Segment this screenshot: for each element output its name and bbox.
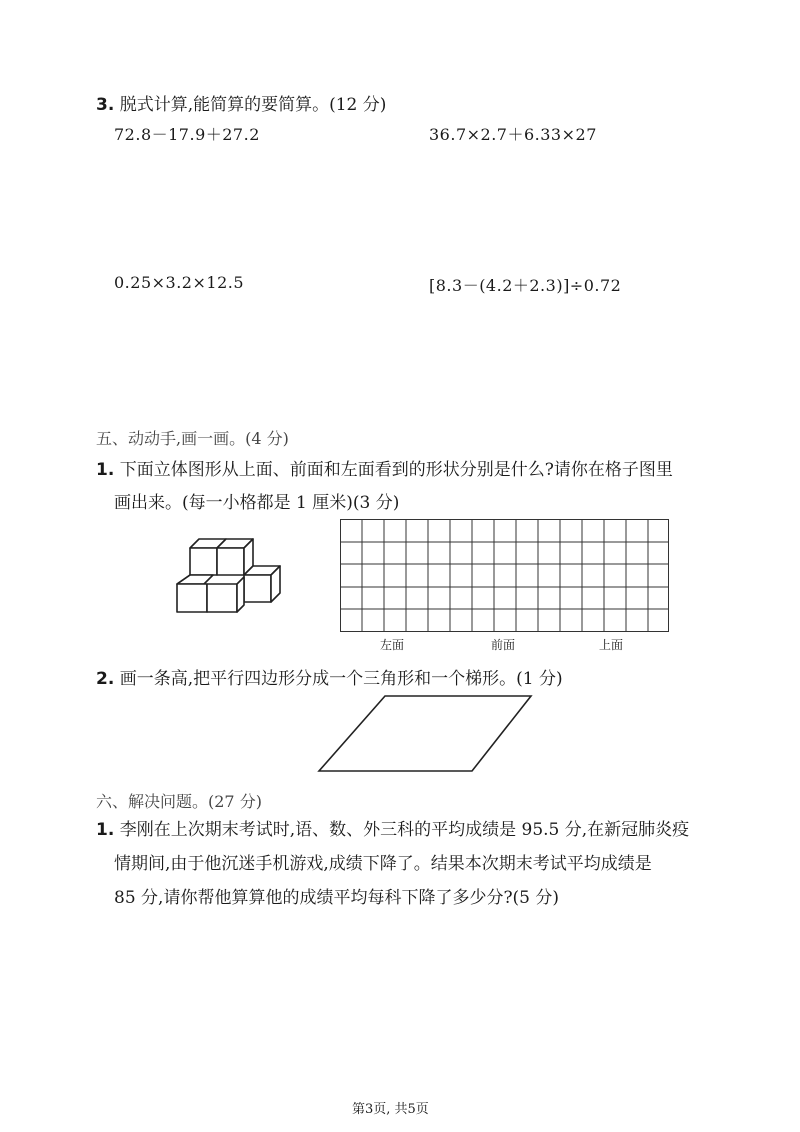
grid-label-left: 左面: [380, 638, 405, 652]
s5-q1-text-line2: 画出来。(每一小格都是 1 厘米)(3 分): [114, 493, 400, 513]
q3-number: 3.: [96, 95, 115, 115]
s6-q1-line1: [96, 813, 689, 847]
s5-q2-line: [96, 664, 563, 689]
q3-expression-4: [8.3－(4.2＋2.3)]÷0.72: [429, 276, 622, 295]
s5-q1-line1: [96, 455, 673, 480]
s6-q1-text-line2: 情期间,由于他沉迷手机游戏,成绩下降了。结果本次期末考试平均成绩是: [114, 854, 652, 874]
s6-q1-number: 1.: [96, 820, 115, 840]
s6-q1-text-line3: 85 分,请你帮他算算他的成绩平均每科下降了多少分?(5 分): [114, 888, 560, 908]
s5-q2-number: 2.: [96, 669, 115, 689]
grid-label-front: 前面: [491, 638, 516, 652]
parallelogram-figure: [315, 693, 535, 775]
s5-q1-number: 1.: [96, 460, 115, 480]
grid-label-top: 上面: [599, 638, 624, 652]
q3-expression-3: 0.25×3.2×12.5: [114, 273, 245, 292]
grid-paper: [340, 519, 670, 634]
section6-title: 六、解决问题。(27 分): [96, 792, 262, 811]
q3-expression-1: 72.8－17.9＋27.2: [114, 125, 260, 144]
s5-q1-text-line1: 下面立体图形从上面、前面和左面看到的形状分别是什么?请你在格子图里: [119, 460, 673, 480]
s6-q1-text-line1: 李刚在上次期末考试时,语、数、外三科的平均成绩是 95.5 分,在新冠肺炎疫: [119, 820, 690, 840]
q3-expression-2: 36.7×2.7＋6.33×27: [429, 125, 597, 144]
s5-q2-text: 画一条高,把平行四边形分成一个三角形和一个梯形。(1 分): [119, 669, 563, 689]
q3-title: [96, 90, 386, 115]
page-footer: 第3页, 共5页: [352, 1102, 429, 1117]
cube-stack-figure: [170, 534, 290, 624]
section5-title: 五、动动手,画一画。(4 分): [96, 429, 289, 448]
q3-title-text: 脱式计算,能简算的要简算。(12 分): [119, 95, 387, 115]
